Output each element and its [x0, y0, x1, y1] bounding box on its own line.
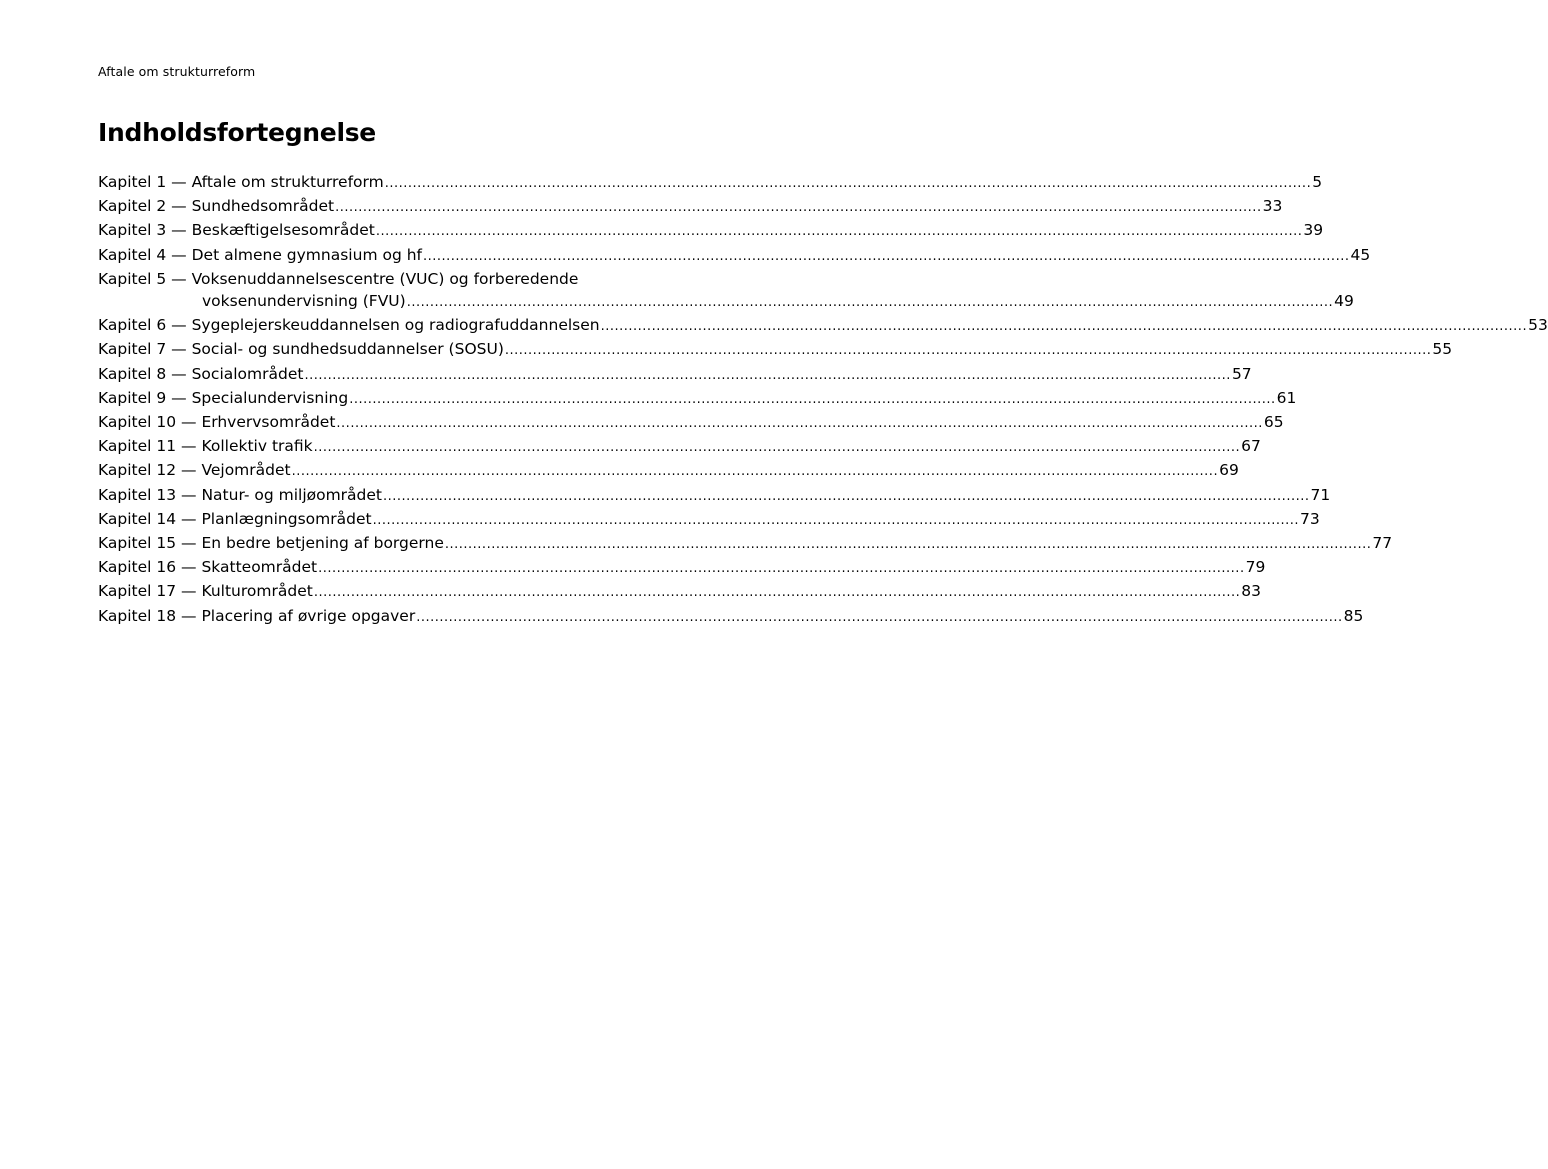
running-header: Aftale om strukturreform: [98, 64, 256, 79]
toc-entry[interactable]: [98, 219, 1324, 243]
toc-entry-page: 53: [1528, 316, 1548, 335]
dot-leader: ........................................................................................................................................................................................................: [313, 585, 1241, 601]
toc-entry-label: Kapitel 10 — Erhvervsområdet: [98, 413, 336, 432]
toc-entry[interactable]: [98, 435, 1261, 459]
dot-leader: ........................................................................................................................................................................................................: [335, 200, 1262, 216]
toc-entry-label: Kapitel 14 — Planlægningsområdet: [98, 509, 372, 528]
toc-entry-page: 39: [1303, 221, 1324, 240]
toc-entry[interactable]: [98, 338, 1453, 362]
toc-entry-label: Kapitel 1 — Aftale om strukturreform: [98, 173, 384, 191]
dot-leader: ........................................................................................................................................................................................................: [600, 319, 1528, 335]
toc-entry-page: 61: [1276, 388, 1297, 407]
dot-leader: ........................................................................................................................................................................................................: [304, 367, 1231, 383]
toc-entry-label: Kapitel 3 — Beskæftigelsesområdet: [98, 221, 375, 240]
dot-leader: ........................................................................................................................................................................................................: [416, 609, 1343, 625]
toc-entry-label: Kapitel 9 — Specialundervisning: [98, 388, 349, 407]
dot-leader: ........................................................................................................................................................................................................: [336, 416, 1263, 432]
toc-title: Indholdsfortegnelse: [98, 118, 376, 147]
toc-entry-page: 69: [1219, 461, 1239, 480]
toc-entry-page: 49: [1334, 292, 1354, 311]
dot-leader: ........................................................................................................................................................................................................: [313, 440, 1241, 456]
toc-entry[interactable]: [98, 411, 1284, 435]
toc-entry-page: 79: [1245, 558, 1266, 577]
toc-entry-page: 67: [1241, 437, 1261, 456]
toc-entry-page: 45: [1350, 245, 1371, 264]
toc-entry-page: 85: [1343, 606, 1364, 625]
toc-entry-page: 77: [1372, 534, 1393, 553]
toc-entry-label: Kapitel 12 — Vejområdet: [98, 461, 291, 480]
toc-entry[interactable]: [98, 580, 1262, 604]
toc-entry[interactable]: [98, 556, 1266, 580]
toc-entry[interactable]: [98, 171, 1323, 195]
toc-entry-label: Kapitel 13 — Natur- og miljøområdet: [98, 485, 383, 504]
toc-entry-page: 71: [1310, 485, 1331, 504]
toc-entry[interactable]: [98, 244, 1371, 268]
toc-entry-page: 33: [1262, 197, 1283, 216]
toc-entry-page: 5: [1312, 173, 1323, 191]
toc-entry[interactable]: [98, 387, 1297, 411]
dot-leader: ........................................................................................................................................................................................................: [375, 224, 1303, 240]
toc-entry[interactable]: [98, 508, 1320, 532]
toc-entry-label: Kapitel 16 — Skatteområdet: [98, 558, 318, 577]
dot-leader: ........................................................................................................................................................................................................: [406, 295, 1334, 311]
dot-leader: ........................................................................................................................................................................................................: [291, 464, 1219, 480]
toc-entry[interactable]: [98, 195, 1283, 219]
dot-leader: ........................................................................................................................................................................................................: [349, 391, 1276, 407]
toc-entry-first-line[interactable]: [98, 268, 691, 290]
dot-leader: ........................................................................................................................................................................................................: [383, 488, 1310, 504]
toc-entry[interactable]: [98, 605, 1364, 629]
toc-entry-label: Kapitel 15 — En bedre betjening af borgerne: [98, 534, 444, 553]
toc-entry-label: Kapitel 6 — Sygeplejerskeuddannelsen og radiografuddannelsen: [98, 316, 600, 335]
toc-entry-label: Kapitel 11 — Kollektiv trafik: [98, 437, 313, 456]
toc-entry[interactable]: [98, 459, 1239, 483]
toc-entry[interactable]: [98, 363, 1252, 387]
dot-leader: ........................................................................................................................................................................................................: [444, 537, 1372, 553]
dot-leader: ........................................................................................................................................................................................................: [504, 343, 1432, 359]
table-of-contents: [98, 171, 1548, 629]
dot-leader: ........................................................................................................................................................................................................: [318, 561, 1245, 577]
toc-entry[interactable]: [98, 314, 1548, 338]
toc-entry-label: Kapitel 18 — Placering af øvrige opgaver: [98, 606, 416, 625]
toc-entry-continuation-label: voksenundervisning (FVU): [202, 292, 406, 311]
toc-entry-page: 83: [1241, 582, 1262, 601]
toc-entry-label: Kapitel 4 — Det almene gymnasium og hf: [98, 245, 422, 264]
toc-entry-label: Kapitel 8 — Socialområdet: [98, 364, 304, 383]
toc-entry-label: Kapitel 17 — Kulturområdet: [98, 582, 313, 601]
dot-leader: ........................................................................................................................................................................................................: [384, 176, 1312, 191]
dot-leader: ........................................................................................................................................................................................................: [423, 248, 1350, 264]
toc-entry[interactable]: [98, 484, 1331, 508]
toc-entry-page: 65: [1263, 413, 1284, 432]
dot-leader: ........................................................................................................................................................................................................: [372, 512, 1300, 528]
toc-entry-continuation[interactable]: [98, 290, 1354, 314]
toc-entry-page: 55: [1432, 340, 1453, 359]
toc-entry-page: 73: [1300, 509, 1320, 528]
toc-entry-label: Kapitel 5 — Voksenuddannelsescentre (VUC) og forberedende: [98, 269, 579, 288]
toc-entry-label: Kapitel 2 — Sundhedsområdet: [98, 197, 335, 216]
toc-entry-label: Kapitel 7 — Social- og sundhedsuddannelser (SOSU): [98, 340, 504, 359]
toc-entry[interactable]: [98, 532, 1393, 556]
toc-entry-page: 57: [1231, 364, 1252, 383]
